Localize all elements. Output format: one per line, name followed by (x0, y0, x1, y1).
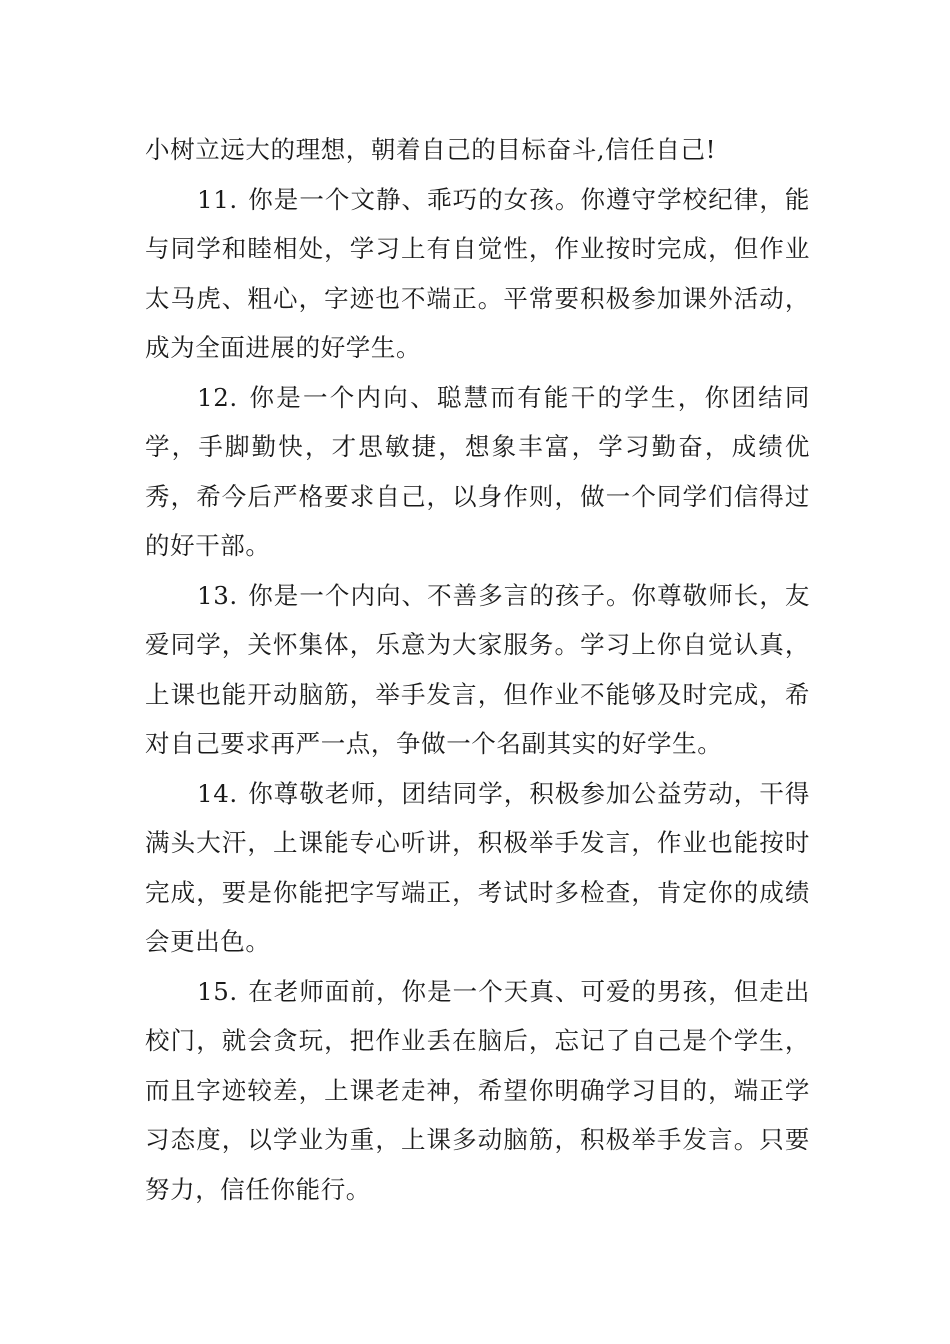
paragraph-14 (145, 769, 810, 967)
paragraph-11 (145, 175, 810, 373)
paragraph-text: 小树立远大的理想，朝着自己的目标奋斗,信任自己! (145, 135, 717, 164)
paragraph-continuation (145, 125, 810, 175)
paragraph-15 (145, 967, 810, 1215)
paragraph-text: 你是一个内向、聪慧而有能干的学生，你团结同学，手脚勤快，才思敏捷，想象丰富，学习勤奋，成绩优秀，希今后严格要求自己，以身作则，做一个同学们信得过的好干部。 (145, 382, 810, 560)
document-body (145, 125, 810, 1214)
paragraph-number: 14. (197, 778, 238, 808)
paragraph-number: 13. (197, 580, 238, 610)
paragraph-number: 15. (197, 976, 238, 1006)
paragraph-12 (145, 373, 810, 571)
paragraph-text: 你是一个内向、不善多言的孩子。你尊敬师长，友爱同学，关怀集体，乐意为大家服务。学习上你自觉认真，上课也能开动脑筋，举手发言，但作业不能够及时完成，希对自己要求再严一点，争做一个名副其实的好学生。 (145, 580, 810, 758)
paragraph-number: 11. (197, 184, 238, 214)
paragraph-text: 在老师面前，你是一个天真、可爱的男孩，但走出校门，就会贪玩，把作业丢在脑后，忘记了自己是个学生，而且字迹较差，上课老走神，希望你明确学习目的，端正学习态度，以学业为重，上课多动脑筋，积极举手发言。只要努力，信任你能行。 (145, 976, 810, 1204)
paragraph-number: 12. (197, 382, 238, 412)
paragraph-13 (145, 571, 810, 769)
paragraph-text: 你尊敬老师，团结同学，积极参加公益劳动，干得满头大汗，上课能专心听讲，积极举手发言，作业也能按时完成，要是你能把字写端正，考试时多检查，肯定你的成绩会更出色。 (145, 778, 810, 956)
paragraph-text: 你是一个文静、乖巧的女孩。你遵守学校纪律，能与同学和睦相处，学习上有自觉性，作业按时完成，但作业太马虎、粗心，字迹也不端正。平常要积极参加课外活动，成为全面进展的好学生。 (145, 184, 810, 362)
